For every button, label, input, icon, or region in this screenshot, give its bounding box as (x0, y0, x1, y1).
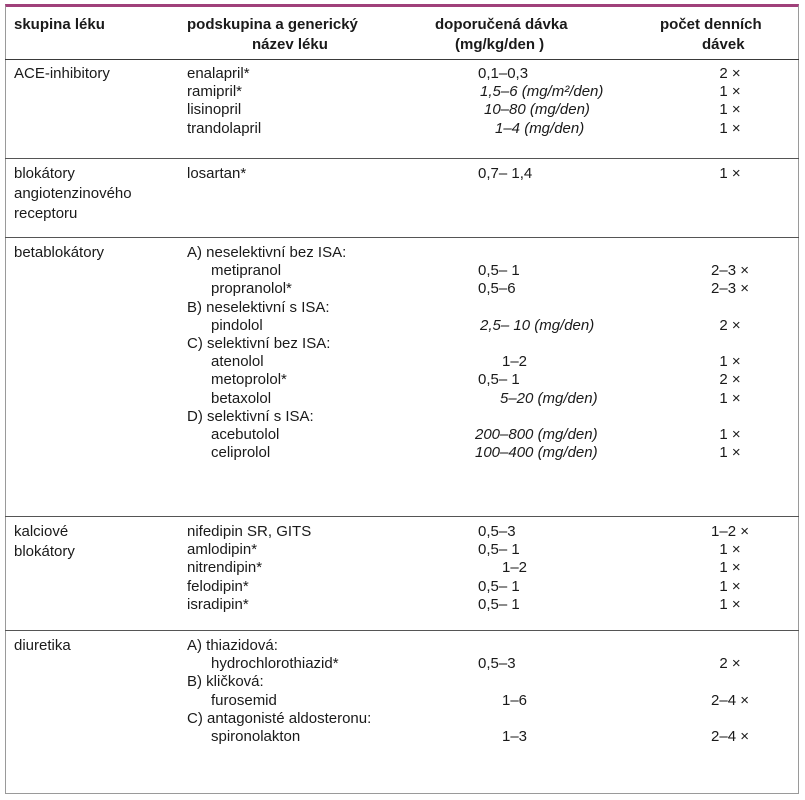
header-count-line1: počet denních (660, 16, 762, 33)
dose-count: 1 × (719, 541, 741, 559)
dose-count: 1 × (719, 83, 741, 101)
header-subgroup-line1: podskupina a generický (187, 16, 358, 33)
drug-name: ramipril* (187, 83, 243, 101)
group-name: ACE-inhibitory (14, 65, 110, 82)
dose-count: 2–3 × (711, 262, 749, 280)
dose-count: 1 × (719, 353, 741, 371)
drug-name: furosemid (211, 691, 277, 709)
dose-value: 0,5– 1 (478, 577, 520, 595)
drug-name: isradipin* (187, 595, 249, 613)
group-name: betablokátory (14, 244, 105, 261)
dose-count: 1 × (719, 101, 741, 119)
drug-name: spironolakton (211, 728, 301, 745)
dose-value: 2,5– 10 (mg/den) (480, 316, 595, 334)
drug-name: felodipin* (187, 577, 249, 595)
subgroup-label: C) antagonisté aldosteronu: (187, 709, 372, 727)
drug-name: nitrendipin* (187, 559, 263, 577)
subgroup-label: A) neselektivní bez ISA: (187, 244, 347, 261)
header-group: skupina léku (14, 16, 105, 33)
header-count-line2: dávek (702, 36, 745, 53)
dose-value: 0,7– 1,4 (478, 165, 533, 182)
group-name: blokátory (14, 165, 75, 182)
group-name: angiotenzinového (14, 185, 132, 202)
dose-count: 2 × (719, 65, 741, 82)
header-subgroup-line2: název léku (252, 36, 328, 53)
drug-name: celiprolol (211, 444, 271, 462)
dose-value: 0,5– 1 (478, 595, 520, 613)
group-separator (5, 237, 799, 238)
drug-name: trandolapril (187, 119, 262, 137)
group-name: kalciové (14, 523, 69, 540)
dose-value: 200–800 (mg/den) (475, 426, 598, 443)
drug-name: propranolol* (211, 280, 292, 298)
dose-count: 1–2 × (711, 523, 749, 540)
dose-value: 1,5–6 (mg/m²/den) (480, 83, 604, 101)
subgroup-label: A) thiazidová: (187, 637, 278, 654)
dose-count: 1 × (719, 426, 741, 443)
dose-count: 2–3 × (711, 280, 749, 298)
group-separator (5, 158, 799, 159)
dose-value: 1–4 (mg/den) (495, 119, 585, 137)
dose-value: 1–6 (502, 691, 528, 709)
drug-name: metoprolol* (211, 371, 287, 389)
drug-name: amlodipin* (187, 541, 258, 559)
dose-value: 0,5– 1 (478, 262, 520, 280)
dose-count: 1 × (719, 559, 741, 577)
dose-value: 1–2 (502, 353, 528, 371)
drug-name: atenolol (211, 353, 264, 371)
drug-name: enalapril* (187, 65, 250, 82)
subgroup-label: B) kličková: (187, 673, 264, 691)
dose-value: 0,5–3 (478, 655, 516, 673)
subgroup-label: B) neselektivní s ISA: (187, 298, 330, 316)
dose-count: 2 × (719, 316, 741, 334)
drug-name: nifedipin SR, GITS (187, 523, 312, 540)
dose-count: 1 × (719, 595, 741, 613)
drug-name: hydrochlorothiazid* (211, 655, 339, 673)
subgroup-label: D) selektivní s ISA: (187, 407, 314, 425)
dose-value: 0,5– 1 (478, 541, 520, 559)
dose-count: 1 × (719, 577, 741, 595)
dose-value: 1–2 (502, 559, 528, 577)
dose-count: 2–4 × (711, 728, 749, 745)
drug-name: acebutolol (211, 426, 280, 443)
group-name: blokátory (14, 543, 75, 560)
drug-name: pindolol (211, 316, 263, 334)
dose-count: 2 × (719, 655, 741, 673)
dose-count: 1 × (719, 444, 741, 462)
dose-value: 5–20 (mg/den) (500, 389, 598, 407)
dose-value: 10–80 (mg/den) (484, 101, 590, 119)
dose-value: 0,5–3 (478, 523, 516, 540)
drug-name: metipranol (211, 262, 282, 280)
dose-count: 1 × (719, 119, 741, 137)
dose-count: 1 × (719, 389, 741, 407)
dose-value: 0,1–0,3 (478, 65, 529, 82)
group-separator (5, 516, 799, 517)
group-separator (5, 630, 799, 631)
dose-value: 100–400 (mg/den) (475, 444, 598, 462)
group-name: receptoru (14, 205, 78, 222)
dose-value: 1–3 (502, 728, 528, 745)
drug-name: lisinopril (187, 101, 242, 119)
dose-count: 2–4 × (711, 691, 749, 709)
header-dose-line2: (mg/kg/den ) (455, 36, 545, 53)
drug-name: losartan* (187, 165, 247, 182)
table-header (5, 7, 799, 60)
drug-name: betaxolol (211, 389, 272, 407)
subgroup-label: C) selektivní bez ISA: (187, 335, 331, 352)
dose-value: 0,5– 1 (478, 371, 520, 389)
dose-count: 2 × (719, 371, 741, 389)
group-name: diuretika (14, 637, 71, 654)
header-dose-line1: doporučená dávka (435, 16, 568, 33)
dose-count: 1 × (719, 165, 741, 182)
dose-value: 0,5–6 (478, 280, 516, 298)
